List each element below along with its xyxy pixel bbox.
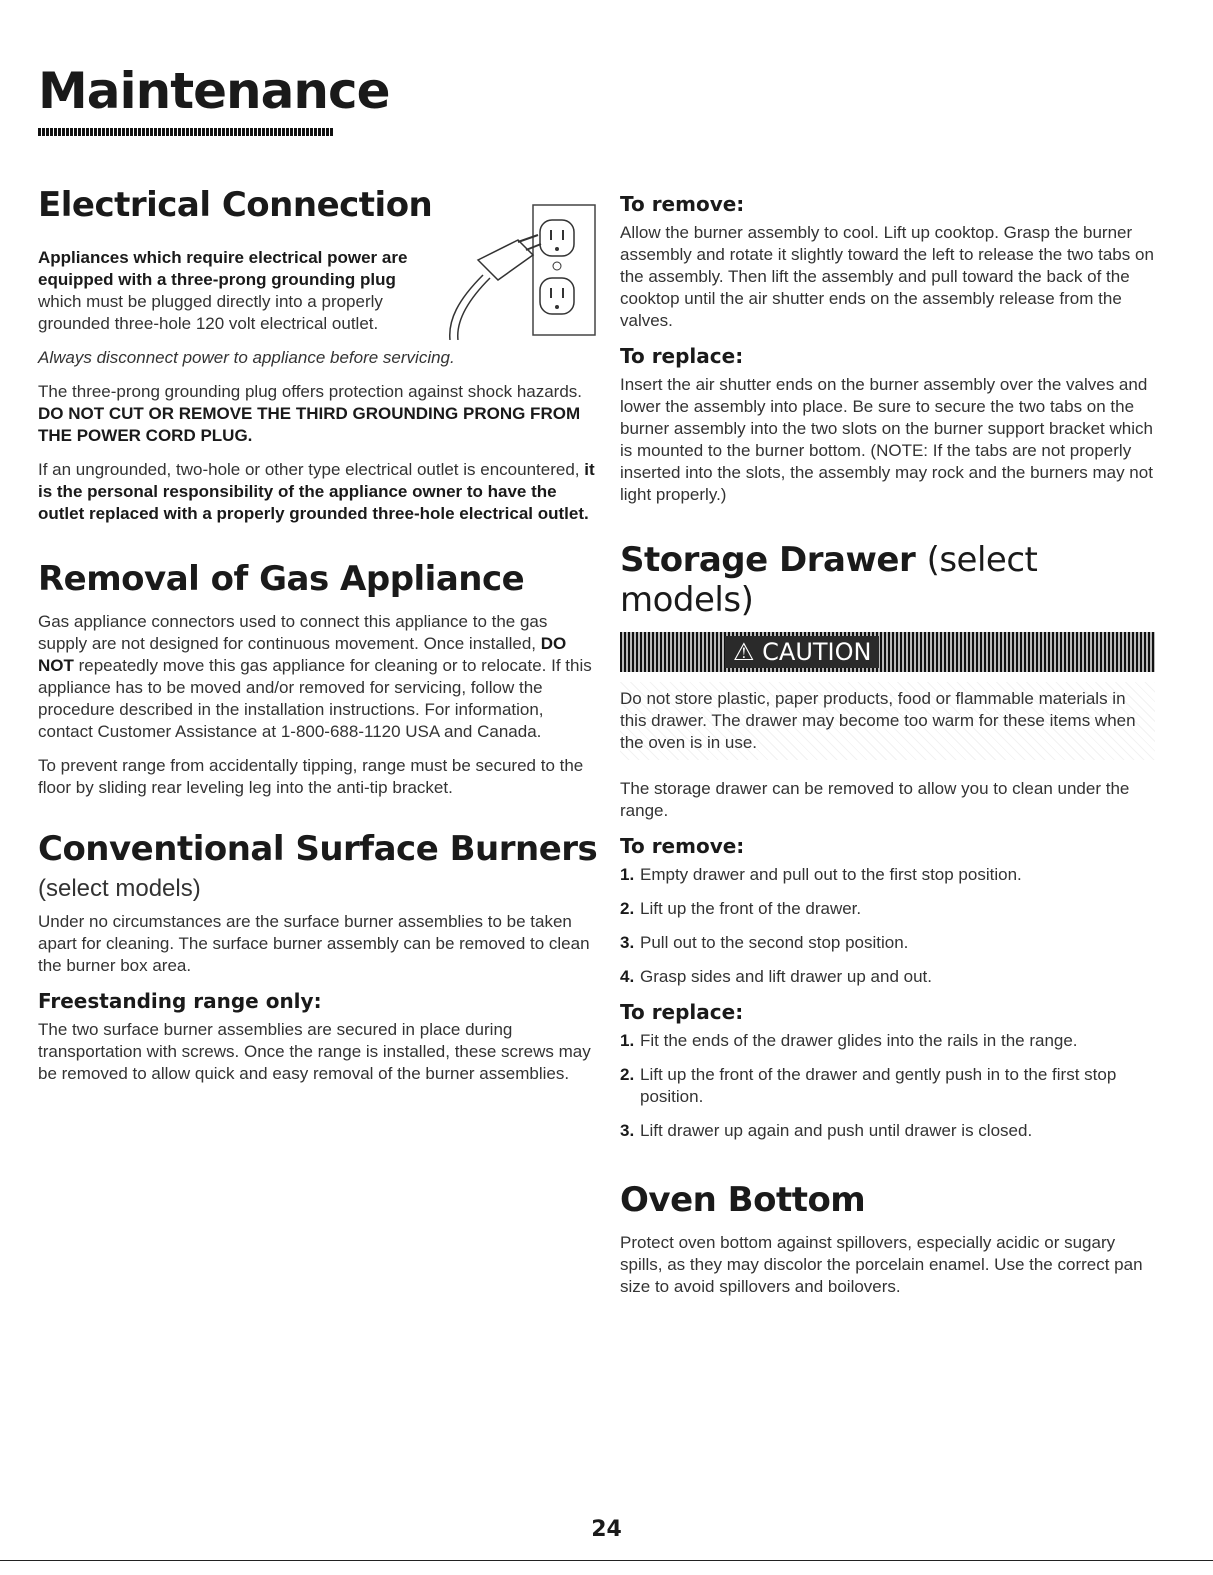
step-number: 3.: [620, 1121, 635, 1140]
list-item: [620, 864, 1155, 886]
step-number: 2.: [620, 1065, 635, 1084]
warning-triangle-icon: ⚠: [733, 638, 755, 666]
caution-banner: [620, 632, 1155, 672]
burner-replace-heading: To replace:: [620, 344, 744, 368]
gas-p1-a: Gas appliance connectors used to connect this appliance to the gas supply are not designed for continuous movement. Once installed,: [38, 612, 548, 653]
burner-remove-text: Allow the burner assembly to cool. Lift up cooktop. Grasp the burner assembly and rotate it slightly toward the left to release the two tabs on the assembly. Then lift the assembly and pull toward the back of the cooktop until the air shutter ends on the assembly release from the valves.: [620, 223, 1154, 330]
step-text: Lift up the front of the drawer and gently push in to the first stop position.: [640, 1065, 1117, 1106]
list-item: [620, 932, 1155, 954]
list-item: [620, 898, 1155, 920]
page-title: Maintenance: [38, 62, 390, 120]
list-item: [620, 1030, 1155, 1052]
burners-p1: Under no circumstances are the surface burner assemblies to be taken apart for cleaning. The surface burner assembly can be removed to clean the burner box area.: [38, 912, 590, 975]
gas-heading: Removal of Gas Appliance: [38, 559, 525, 599]
burners-subtitle: (select models): [38, 875, 201, 902]
burner-replace-text: Insert the air shutter ends on the burner assembly over the valves and lower the assembly into place. Be sure to secure the two tabs on the burner assembly into the two slots on the burner support bracket which is mounted to the burner bottom. (NOTE: If the tabs are not properly inserted into the slots, the assembly may rock and the burners may not light properly.): [620, 375, 1153, 504]
step-number: 4.: [620, 967, 635, 986]
step-text: Lift up the front of the drawer.: [640, 899, 862, 918]
burners-p2: The two surface burner assemblies are secured in place during transportation with screws. Once the range is installed, these screws may be removed to allow quick and easy removal of the burner assemblies.: [38, 1020, 591, 1083]
step-number: 2.: [620, 899, 635, 918]
step-number: 1.: [620, 865, 635, 884]
electrical-p2: The three-prong grounding plug offers protection against shock hazards.: [38, 382, 583, 401]
bottom-rule: [0, 1560, 1213, 1561]
step-text: Empty drawer and pull out to the first stop position.: [640, 865, 1022, 884]
burner-remove-heading: To remove:: [620, 192, 745, 216]
caution-label: [725, 636, 879, 668]
step-text: Grasp sides and lift drawer up and out.: [640, 967, 932, 986]
freestanding-heading: Freestanding range only:: [38, 989, 322, 1013]
electrical-warning: Always disconnect power to appliance before servicing.: [38, 348, 455, 367]
gas-p1-b: repeatedly move this gas appliance for cleaning or to relocate. If this appliance has to be moved and/or removed for servicing, follow the procedure described in the installation instructions. For information, contact Customer Assistance at 1-800-688-1120 USA and Canada.: [38, 656, 592, 741]
drawer-intro: The storage drawer can be removed to allow you to clean under the range.: [620, 779, 1130, 820]
oven-bottom-section: [620, 1180, 1155, 1298]
list-item: [620, 1064, 1155, 1108]
step-number: 1.: [620, 1031, 635, 1050]
outlet-plug-illustration: [438, 200, 598, 340]
caution-text: Do not store plastic, paper products, food or flammable materials in this drawer. The drawer may become too warm for these items when the oven is in use.: [620, 682, 1155, 760]
step-text: Fit the ends of the drawer glides into the rails in the range.: [640, 1031, 1078, 1050]
drawer-remove-heading: To remove:: [620, 834, 745, 858]
burners-heading: Conventional Surface Burners: [38, 829, 598, 869]
drawer-remove-steps: [620, 864, 1155, 988]
electrical-p3-bold: it is the personal responsibility of the appliance owner to have the outlet replaced with a properly grounded three-hole electrical outlet.: [38, 460, 595, 523]
surface-burners-section: [38, 829, 598, 1085]
step-text: Pull out to the second stop position.: [640, 933, 909, 952]
electrical-connection-section: [38, 185, 598, 525]
left-column: [38, 185, 598, 1097]
gas-p2: To prevent range from accidentally tipping, range must be secured to the floor by sliding rear leveling leg into the anti-tip bracket.: [38, 756, 584, 797]
drawer-heading: Storage Drawer: [620, 540, 916, 580]
electrical-heading: Electrical Connection: [38, 185, 433, 225]
gas-removal-section: [38, 559, 598, 799]
drawer-heading-light: (select models): [620, 540, 1038, 620]
electrical-p2-bold: DO NOT CUT OR REMOVE THE THIRD GROUNDING PRONG FROM THE POWER CORD PLUG.: [38, 404, 581, 445]
list-item: [620, 1120, 1155, 1142]
caution-label-text: CAUTION: [762, 638, 872, 666]
right-column: [620, 190, 1155, 1310]
storage-drawer-section: [620, 540, 1155, 1142]
title-rule: [38, 128, 333, 136]
list-item: [620, 966, 1155, 988]
step-text: Lift drawer up again and push until drawer is closed.: [640, 1121, 1033, 1140]
step-number: 3.: [620, 933, 635, 952]
page-number: 24: [591, 1517, 622, 1542]
electrical-p3: If an ungrounded, two-hole or other type electrical outlet is encountered,: [38, 460, 585, 479]
electrical-p1-rest: which must be plugged directly into a properly grounded three-hole 120 volt electrical outlet.: [38, 292, 383, 333]
oven-p1: Protect oven bottom against spillovers, especially acidic or sugary spills, as they may discolor the porcelain enamel. Use the correct pan size to avoid spillovers and boilovers.: [620, 1233, 1143, 1296]
drawer-replace-steps: [620, 1030, 1155, 1142]
electrical-p1-bold: Appliances which require electrical power are equipped with a three-prong grounding plug: [38, 248, 408, 289]
oven-heading: Oven Bottom: [620, 1180, 866, 1220]
gas-p1-bold: DO NOT: [38, 634, 567, 675]
drawer-replace-heading: To replace:: [620, 1000, 744, 1024]
